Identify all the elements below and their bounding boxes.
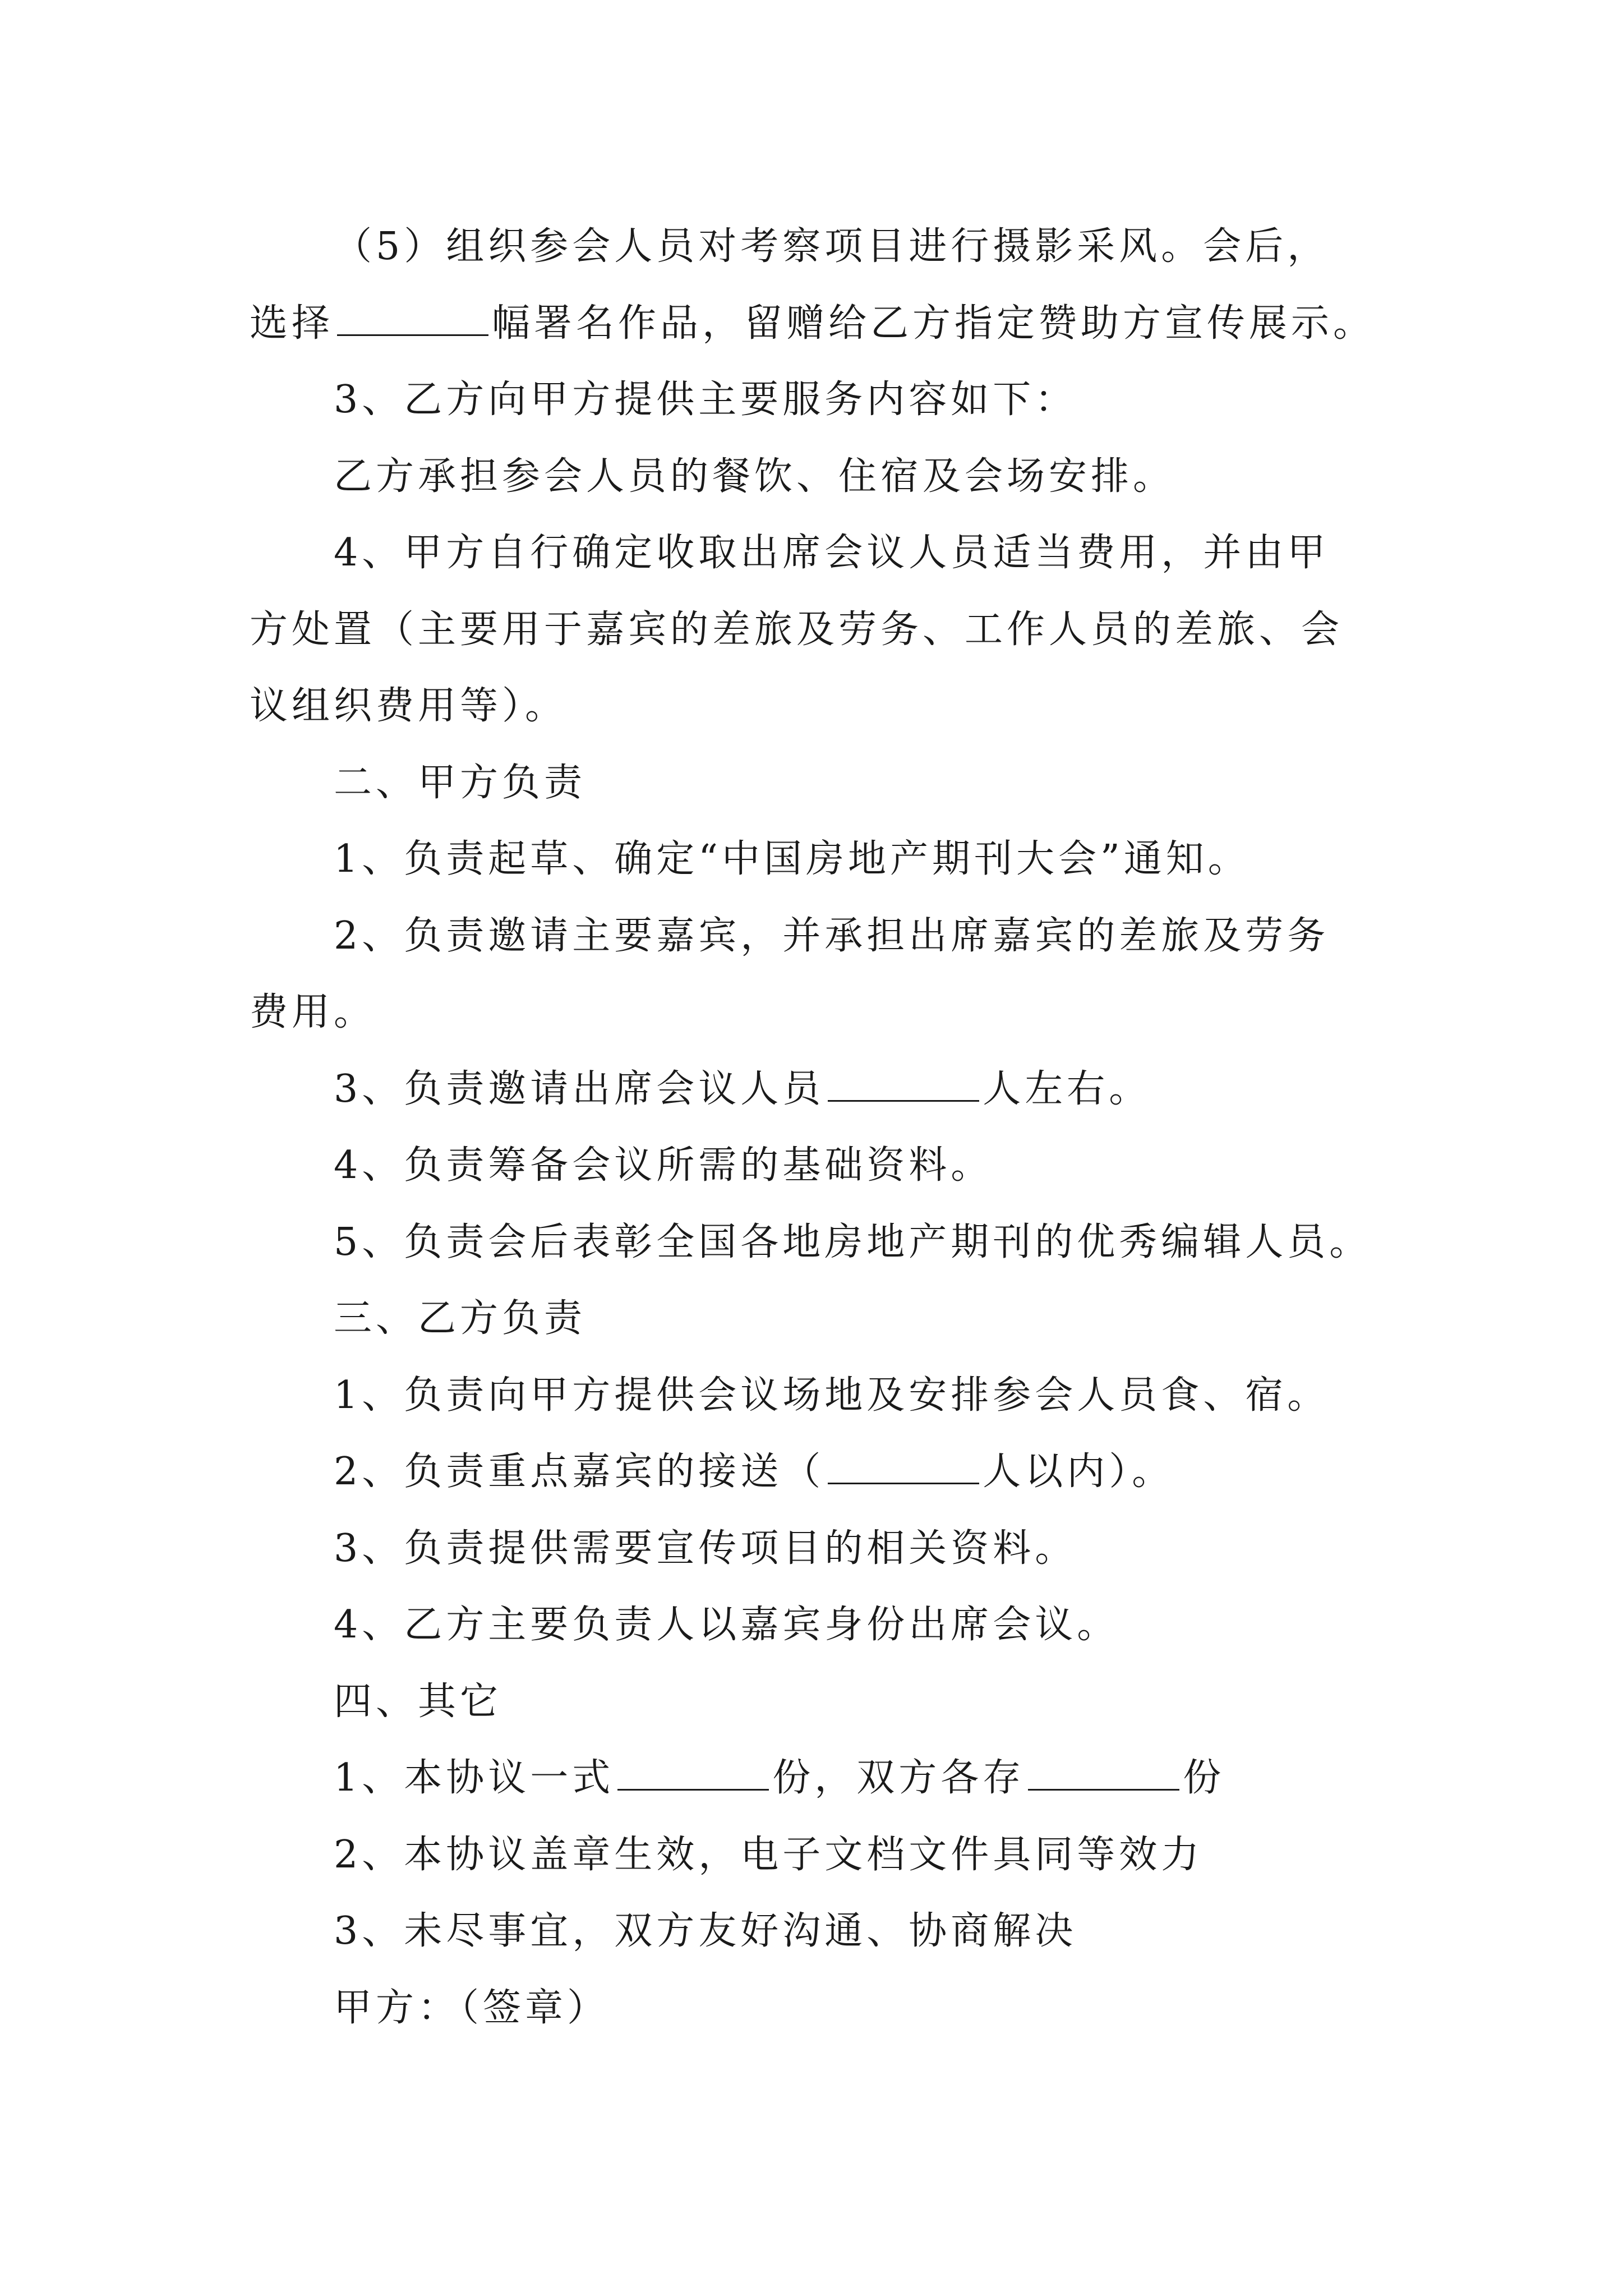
text: 5、负责会后表彰全国各地房地产期刊的优秀编辑人员。 — [334, 1220, 1372, 1264]
paragraph-line — [250, 898, 1394, 975]
paragraph-line — [250, 1051, 1394, 1128]
paragraph-line — [250, 1511, 1394, 1588]
paragraph-line — [250, 592, 1394, 669]
text: 幅署名作品，留赠给乙方指定赞助方宣传展示。 — [492, 301, 1376, 346]
fill-in-blank[interactable] — [617, 1788, 769, 1791]
text: 4、乙方主要负责人以嘉宾身份出席会议。 — [334, 1603, 1119, 1647]
text: 二、甲方负责 — [334, 760, 587, 805]
paragraph-line — [250, 1817, 1394, 1894]
paragraph-line — [250, 1434, 1394, 1511]
text: 1、负责向甲方提供会议场地及安排参会人员食、宿。 — [334, 1373, 1330, 1418]
text: 4、负责筹备会议所需的基础资料。 — [334, 1143, 993, 1188]
fill-in-blank[interactable] — [828, 1482, 979, 1484]
text: 2、负责邀请主要嘉宾，并承担出席嘉宾的差旅及劳务 — [334, 913, 1330, 958]
paragraph-line — [250, 515, 1394, 592]
paragraph-line — [250, 286, 1394, 362]
paragraph-line — [250, 1740, 1394, 1817]
text: 1、本协议一式 — [334, 1756, 615, 1800]
text: 议组织费用等）。 — [250, 684, 568, 728]
document-body — [250, 209, 1394, 2046]
text: 方处置（主要用于嘉宾的差旅及劳务、工作人员的差旅、会 — [250, 607, 1344, 652]
text: 3、负责提供需要宣传项目的相关资料。 — [334, 1526, 1077, 1571]
text: 甲方：（签章） — [334, 1985, 610, 2030]
text: 份，双方各存 — [772, 1756, 1025, 1800]
paragraph-line — [250, 439, 1394, 516]
text: 人以内）。 — [983, 1450, 1174, 1494]
text: 2、负责重点嘉宾的接送（ — [334, 1450, 825, 1494]
paragraph-line — [250, 821, 1394, 898]
text: 份 — [1183, 1756, 1225, 1800]
text: 四、其它 — [334, 1679, 502, 1724]
paragraph-line — [250, 362, 1394, 439]
paragraph-line — [250, 1204, 1394, 1281]
paragraph-line — [250, 668, 1394, 745]
paragraph-line — [250, 209, 1394, 286]
text: 3、未尽事宜，双方友好沟通、协商解决 — [334, 1909, 1077, 1953]
text: 选择 — [250, 301, 334, 346]
text: 三、乙方负责 — [334, 1296, 587, 1341]
signature-line — [250, 1970, 1394, 2047]
text: （5）组织参会人员对考察项目进行摄影采风。会后， — [334, 224, 1330, 269]
text: 2、本协议盖章生效，电子文档文件具同等效力 — [334, 1832, 1204, 1877]
text: 费用。 — [250, 990, 376, 1034]
section-heading — [250, 1664, 1394, 1741]
text: 1、负责起草、确定“中国房地产期刊大会”通知。 — [334, 837, 1250, 881]
paragraph-line — [250, 1893, 1394, 1970]
paragraph-line — [250, 1587, 1394, 1664]
text: 3、乙方向甲方提供主要服务内容如下： — [334, 378, 1077, 422]
text: 乙方承担参会人员的餐饮、住宿及会场安排。 — [334, 454, 1175, 499]
section-heading — [250, 1281, 1394, 1358]
fill-in-blank[interactable] — [337, 334, 488, 336]
paragraph-line — [250, 1128, 1394, 1204]
section-heading — [250, 745, 1394, 822]
text: 人左右。 — [983, 1066, 1151, 1111]
fill-in-blank[interactable] — [828, 1099, 979, 1102]
text: 3、负责邀请出席会议人员 — [334, 1066, 825, 1111]
fill-in-blank[interactable] — [1028, 1788, 1179, 1791]
text: 4、甲方自行确定收取出席会议人员适当费用，并由甲 — [334, 531, 1330, 575]
paragraph-line — [250, 1358, 1394, 1434]
paragraph-line — [250, 974, 1394, 1051]
